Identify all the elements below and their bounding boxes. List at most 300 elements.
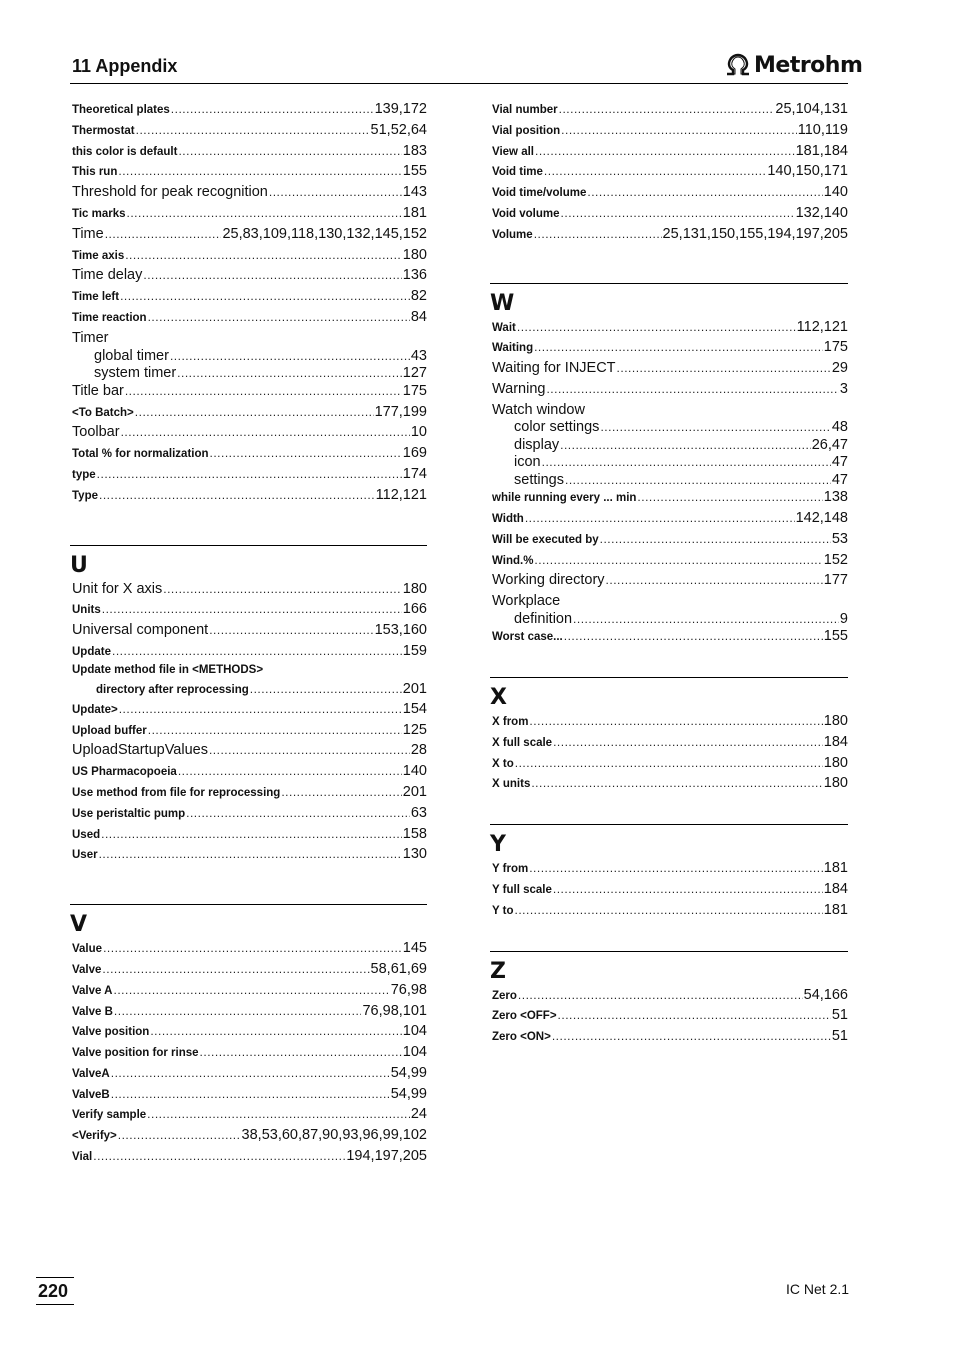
index-entry-parent: Workplace: [492, 593, 561, 610]
index-entry-term: Void time: [492, 166, 543, 179]
index-entry-pages: 112,121: [796, 318, 848, 335]
index-entry-term: Zero <ON>: [492, 1031, 551, 1044]
index-entry-pages: 181,184: [795, 142, 848, 159]
index-entry: [70, 143, 427, 164]
index-entry-pages: 181: [823, 860, 848, 877]
index-entry-term: directory after reprocessing: [96, 683, 249, 696]
index-entry-pages: 158: [402, 825, 427, 842]
leader-dots: [127, 206, 402, 220]
index-entry-term: Universal component: [72, 622, 209, 639]
section-letter: W: [490, 290, 515, 316]
index-entry-term: Toolbar: [72, 424, 120, 441]
index-entry: [490, 881, 848, 902]
leader-dots: [617, 361, 831, 375]
product-name: IC Net 2.1: [786, 1281, 850, 1297]
index-entry-pages: 9: [839, 610, 848, 627]
leader-dots: [150, 1024, 401, 1038]
index-entry-pages: 154: [402, 700, 427, 717]
index-entry-pages: 145: [402, 940, 427, 957]
index-entry: [70, 383, 427, 404]
index-entry-term: Valve position for rinse: [72, 1047, 199, 1060]
index-entry-pages: 143: [402, 184, 427, 201]
leader-dots: [600, 420, 830, 434]
index-entry-pages: 63: [410, 804, 427, 821]
leader-dots: [518, 988, 803, 1002]
leader-dots: [114, 983, 390, 997]
leader-dots: [97, 467, 402, 481]
index-entry-pages: 25,83,109,118,130,132,145,152: [222, 225, 427, 242]
index-entry: [490, 1028, 848, 1049]
leader-dots: [534, 340, 823, 354]
index-entry-pages: 180: [823, 754, 848, 771]
index-entry-pages: 10: [410, 424, 427, 441]
index-entry-term: Width: [492, 513, 524, 526]
index-entry-pages: 54,99: [390, 1064, 427, 1081]
index-entry-pages: 181: [823, 901, 848, 918]
index-entry-pages: 180: [823, 713, 848, 730]
leader-dots: [105, 227, 222, 241]
index-entry-term: definition: [514, 610, 573, 627]
leader-dots: [559, 102, 775, 116]
leader-dots: [560, 438, 811, 452]
index-entry-pages: 104: [402, 1044, 427, 1061]
index-entry-term: US Pharmacopoeia: [72, 766, 177, 779]
section-letter: Y: [490, 832, 506, 858]
index-entry-term: Zero: [492, 989, 517, 1002]
index-entry-pages: 155: [823, 628, 848, 645]
index-entry-term: X units: [492, 778, 531, 791]
index-entry-pages: 84: [410, 308, 427, 325]
index-entry-term: Void volume: [492, 207, 560, 220]
index-entry: [490, 628, 848, 649]
index-entry-term: Total % for normalization: [72, 448, 209, 461]
leader-dots: [111, 1087, 390, 1101]
index-entry-parent: Watch window: [492, 401, 585, 418]
index-entry-pages: 153,160: [374, 622, 427, 639]
index-entry-term: Verify sample: [72, 1109, 147, 1122]
index-entry: [490, 226, 848, 247]
index-entry-term: <To Batch>: [72, 406, 134, 419]
index-entry-term: User: [72, 849, 98, 862]
index-entry: [70, 940, 427, 961]
index-entry-term: Valve B: [72, 1005, 113, 1018]
section-letter: Z: [490, 958, 506, 984]
index-entry-term: <Verify>: [72, 1130, 117, 1143]
leader-dots: [170, 349, 410, 363]
page-number: 220: [36, 1277, 74, 1305]
header-rule: [70, 83, 848, 84]
index-entry: [490, 1007, 848, 1028]
logo-wordmark: Metrohm: [754, 52, 863, 78]
leader-dots: [553, 735, 823, 749]
index-entry-term: type: [72, 468, 96, 481]
index-entry-pages: 47: [831, 471, 848, 488]
index-entry: [70, 805, 427, 826]
index-entry: [70, 664, 427, 701]
index-entry-term: Use method from file for reprocessing: [72, 786, 281, 799]
index-entry-term: Units: [72, 604, 101, 617]
leader-dots: [552, 1029, 831, 1043]
index-entry-pages: 3: [839, 380, 848, 397]
index-section-w: [490, 283, 848, 649]
index-entry-pages: 54,166: [803, 986, 848, 1003]
leader-dots: [125, 248, 402, 262]
leader-dots: [558, 1008, 831, 1022]
index-entry: [70, 961, 427, 982]
index-section-v: [70, 904, 427, 1169]
index-entry-term: Threshold for peak recognition: [72, 184, 268, 201]
index-entry-pages: 43: [410, 347, 427, 364]
leader-dots: [119, 702, 402, 716]
leader-dots: [281, 785, 401, 799]
page-header-title: 11 Appendix: [72, 56, 178, 76]
index-entry-pages: 112,121: [375, 486, 427, 503]
index-entry: [70, 487, 427, 508]
index-entry-term: Waiting: [492, 342, 534, 355]
index-entry-term: this color is default: [72, 145, 178, 158]
index-entry-pages: 125: [402, 721, 427, 738]
index-entry: [490, 143, 848, 164]
index-entry: [490, 339, 848, 360]
leader-dots: [148, 723, 402, 737]
index-entry-pages: 184: [823, 881, 848, 898]
leader-dots: [136, 123, 370, 137]
leader-dots: [637, 490, 822, 504]
index-entry: [70, 643, 427, 664]
index-entry-term: Update method file in <METHODS>: [72, 663, 264, 676]
index-entry: [70, 622, 427, 643]
index-entry-pages: 174: [402, 465, 427, 482]
index-entry: [490, 360, 848, 381]
index-entry-pages: 140: [823, 184, 848, 201]
index-entry-term: icon: [514, 454, 541, 471]
index-entry-pages: 201: [402, 783, 427, 800]
leader-dots: [171, 102, 374, 116]
index-entry-pages: 140,150,171: [767, 163, 848, 180]
index-entry-pages: 175: [402, 382, 427, 399]
index-entry-term: X from: [492, 716, 529, 729]
leader-dots: [269, 185, 402, 199]
index-entry: [70, 288, 427, 309]
index-entry-term: Valve A: [72, 984, 113, 997]
index-section-y: [490, 824, 848, 922]
leader-dots: [93, 1149, 345, 1163]
index-entry-pages: 184: [823, 733, 848, 750]
index-entry-term: Warning: [492, 380, 546, 397]
index-entry: [490, 510, 848, 531]
index-entry: [70, 445, 427, 466]
leader-dots: [148, 310, 410, 324]
index-entry-term: Y full scale: [492, 884, 552, 897]
index-entry-pages: 138: [823, 489, 848, 506]
index-entry-term: X to: [492, 757, 514, 770]
index-entry-term: Time reaction: [72, 311, 147, 324]
index-entry-term: Value: [72, 943, 103, 956]
section-letter: V: [70, 912, 88, 938]
leader-dots: [209, 743, 410, 757]
leader-dots: [200, 1045, 402, 1059]
index-entry-term: Use peristaltic pump: [72, 807, 186, 820]
index-subentry: [70, 365, 427, 383]
index-subentry: [70, 348, 427, 366]
index-entry-pages: 104: [402, 1023, 427, 1040]
index-subentry: [490, 437, 848, 455]
index-entry-pages: 48: [831, 419, 848, 436]
index-entry-pages: 53: [831, 530, 848, 547]
index-entry: [70, 424, 427, 445]
index-entry: [70, 826, 427, 847]
index-entry-pages: 25,104,131: [775, 101, 848, 117]
index-entry: [70, 122, 427, 143]
index-entry-pages: 140: [402, 763, 427, 780]
index-entry-term: Theoretical plates: [72, 104, 170, 116]
index-entry: [70, 309, 427, 330]
leader-dots: [135, 405, 374, 419]
leader-dots: [534, 553, 822, 567]
index-entry-term: Y to: [492, 904, 514, 917]
index-entry: [70, 784, 427, 805]
metrohm-logo: [724, 50, 862, 80]
index-entry-term: Valve: [72, 963, 102, 976]
index-entry-term: X full scale: [492, 736, 553, 749]
index-entry-pages: 142,148: [795, 510, 848, 527]
index-entry: [490, 205, 848, 226]
index-entry-pages: 183: [402, 142, 427, 159]
index-entry-term: Title bar: [72, 382, 124, 399]
index-column-left: [70, 101, 427, 1169]
index-entry: [490, 184, 848, 205]
index-entry-term: Time: [72, 225, 104, 242]
index-entry: [490, 122, 848, 143]
leader-dots: [534, 227, 662, 241]
index-entry-group: [490, 402, 848, 490]
index-entry-pages: 181: [402, 204, 427, 221]
index-entry: [70, 1148, 427, 1169]
index-entry-term: Vial number: [492, 104, 558, 116]
index-entry-term: color settings: [514, 419, 600, 436]
leader-dots: [102, 602, 402, 616]
section-letter: X: [490, 685, 507, 711]
leader-dots: [600, 532, 831, 546]
leader-dots: [178, 764, 402, 778]
section-letter: U: [70, 552, 88, 578]
leader-dots: [564, 629, 823, 643]
leader-dots: [561, 206, 795, 220]
index-entry-term: Upload buffer: [72, 724, 147, 737]
index-entry-term: Type: [72, 489, 98, 502]
index-entry-term: Update: [72, 645, 111, 658]
index-entry-term: Vial position: [492, 124, 561, 137]
leader-dots: [103, 941, 402, 955]
leader-dots: [102, 962, 369, 976]
leader-dots: [120, 289, 410, 303]
index-entry-term: ValveB: [72, 1088, 110, 1101]
index-entry: [70, 982, 427, 1003]
index-entry-term: Time delay: [72, 267, 143, 284]
leader-dots: [99, 847, 402, 861]
index-section-u: [70, 545, 427, 868]
index-entry-pages: 180: [823, 775, 848, 792]
index-entry-pages: 51: [831, 1007, 848, 1024]
index-entry-term: while running every ... min: [492, 492, 637, 505]
leader-dots: [542, 455, 831, 469]
index-entry: [70, 163, 427, 184]
leader-dots: [101, 827, 402, 841]
index-entry-term: Y from: [492, 863, 529, 876]
index-entry: [70, 1065, 427, 1086]
leader-dots: [111, 1066, 390, 1080]
index-entry-pages: 180: [402, 580, 427, 597]
leader-dots: [186, 806, 410, 820]
index-entry-term: Will be executed by: [492, 533, 599, 546]
index-entry-pages: 82: [410, 288, 427, 305]
leader-dots: [535, 144, 795, 158]
leader-dots: [544, 164, 766, 178]
index-entry-pages: 54,99: [390, 1085, 427, 1102]
leader-dots: [118, 164, 401, 178]
index-entry-pages: 155: [402, 163, 427, 180]
index-entry-pages: 47: [831, 454, 848, 471]
leader-dots: [112, 644, 402, 658]
leader-dots: [529, 861, 823, 875]
leader-dots: [531, 776, 822, 790]
index-entry-term: Time axis: [72, 249, 125, 262]
index-entry: [490, 101, 848, 122]
index-entry-pages: 130: [402, 846, 427, 863]
index-entry-term: View all: [492, 145, 534, 158]
index-entry: [490, 734, 848, 755]
index-entry: [70, 601, 427, 622]
index-section-z: [490, 951, 848, 1049]
leader-dots: [515, 903, 823, 917]
index-entry: [490, 713, 848, 734]
index-entry: [490, 775, 848, 796]
leader-dots: [163, 582, 402, 596]
index-entry-pages: 58,61,69: [370, 960, 427, 977]
index-entry-pages: 26,47: [811, 436, 848, 453]
index-entry-group: [70, 330, 427, 383]
index-entry: [70, 722, 427, 743]
index-entry-term: Working directory: [492, 572, 605, 589]
index-entry: [70, 1086, 427, 1107]
index-entry-pages: 132,140: [795, 204, 848, 221]
index-entry: [490, 987, 848, 1008]
index-entry: [490, 902, 848, 923]
index-entry-pages: 25,131,150,155,194,197,205: [662, 225, 848, 242]
index-entry-term: Time left: [72, 291, 120, 304]
index-entry-pages: 24: [410, 1106, 427, 1123]
index-entry: [70, 247, 427, 268]
leader-dots: [114, 1004, 362, 1018]
index-entry-term: Void time/volume: [492, 187, 587, 200]
index-entry: [70, 1106, 427, 1127]
leader-dots: [529, 714, 822, 728]
index-entry: [70, 205, 427, 226]
leader-dots: [177, 366, 402, 380]
leader-dots: [553, 882, 823, 896]
index-section-x: [490, 677, 848, 796]
index-subentry: [490, 454, 848, 472]
index-entry-term: settings: [514, 471, 564, 488]
index-entry-term: UploadStartupValues: [72, 742, 208, 759]
index-entry: [70, 763, 427, 784]
index-entry: [70, 1003, 427, 1024]
index-entry-pages: 127: [402, 365, 427, 382]
leader-dots: [210, 446, 402, 460]
index-entry-term: Valve position: [72, 1026, 150, 1039]
index-entry-term: Wait: [492, 321, 516, 334]
index-entry-term: Volume: [492, 228, 533, 241]
index-entry-term: Unit for X axis: [72, 580, 163, 597]
index-entry-pages: 38,53,60,87,90,93,96,99,102: [241, 1127, 427, 1144]
leader-dots: [525, 511, 795, 525]
index-entry-term: system timer: [94, 365, 177, 382]
index-entry: [490, 755, 848, 776]
index-entry-term: This run: [72, 166, 118, 179]
leader-dots: [118, 1128, 241, 1142]
index-entry-parent: Timer: [72, 329, 109, 346]
leader-dots: [178, 144, 401, 158]
leader-dots: [99, 488, 375, 502]
leader-dots: [515, 756, 823, 770]
index-entry: [70, 101, 427, 122]
index-entry: [490, 319, 848, 340]
index-entry: [490, 489, 848, 510]
index-entry: [70, 466, 427, 487]
leader-dots: [121, 425, 410, 439]
leader-dots: [573, 612, 839, 626]
index-entry: [70, 1023, 427, 1044]
index-entry: [490, 381, 848, 402]
index-entry: [70, 267, 427, 288]
index-entry-pages: 177,199: [374, 403, 427, 420]
index-entry-pages: 29: [831, 360, 848, 377]
index-entry-term: Update>: [72, 703, 118, 716]
index-entry-pages: 180: [402, 246, 427, 263]
index-entry: [70, 1127, 427, 1148]
index-entry-pages: 76,98,101: [362, 1002, 427, 1019]
index-subentry: [490, 419, 848, 437]
index-entry-pages: 159: [402, 642, 427, 659]
index-entry-term: Tic marks: [72, 207, 126, 220]
index-entry: [70, 701, 427, 722]
index-entry-pages: 136: [402, 267, 427, 284]
index-entry-pages: 166: [402, 601, 427, 618]
index-entry: [70, 226, 427, 247]
index-entry-pages: 201: [402, 680, 427, 697]
index-entry: [490, 572, 848, 593]
index-entry-pages: 177: [823, 572, 848, 589]
leader-dots: [517, 320, 796, 334]
leader-dots: [250, 682, 402, 696]
index-entry: [70, 742, 427, 763]
index-entry-term: Thermostat: [72, 124, 135, 137]
index-entry-term: display: [514, 436, 560, 453]
index-subentry: [490, 472, 848, 490]
index-entry-term: ValveA: [72, 1067, 110, 1080]
index-entry-term: Vial: [72, 1151, 93, 1164]
leader-dots: [147, 1107, 410, 1121]
leader-dots: [565, 473, 831, 487]
index-entry-term: Worst case...: [492, 631, 563, 644]
index-entry-pages: 152: [823, 551, 848, 568]
index-entry: [70, 404, 427, 425]
index-entry: [70, 581, 427, 602]
index-entry-pages: 175: [823, 339, 848, 356]
index-entry-pages: 51,52,64: [370, 121, 427, 138]
leader-dots: [209, 623, 373, 637]
index-entry-group: [490, 593, 848, 628]
